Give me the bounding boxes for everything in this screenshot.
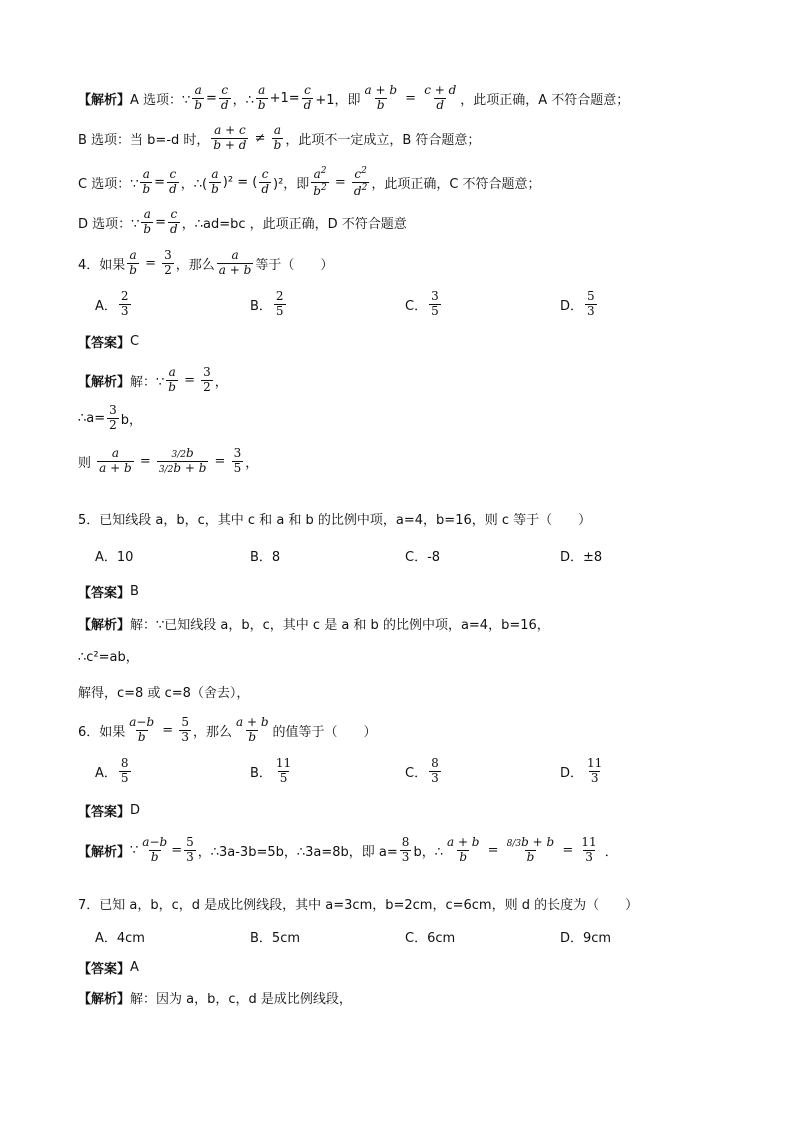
option-label: A．: [95, 765, 117, 781]
q3-a-plus1-right: +1，即: [315, 92, 361, 108]
option-numerator: 8: [431, 756, 439, 770]
q7-stem: 7．已知 a，b，c，d 是成比例线段，其中 a=3cm，b=2cm，c=6cm，则 d 的长度为（ ）: [78, 898, 639, 913]
q4-sol-line2-suffix: b，: [120, 412, 143, 428]
q6-option-b[interactable]: [250, 757, 295, 786]
q6-sol-c: b，∴: [413, 844, 443, 860]
fraction-a-over-a-plus-b: $\frac{a}{a + b}$: [218, 248, 252, 277]
q6-sol-d: ．: [604, 844, 618, 860]
option-label: D．: [560, 298, 584, 314]
answer-tag: 【答案】: [78, 336, 131, 351]
fraction-a-minus-b-over-b: $\frac{a-b}{b}$: [142, 835, 168, 864]
fraction-c-d: $\frac{c}{d}$: [261, 167, 269, 196]
q5-analysis-line1: [78, 614, 550, 633]
answer-tag: 【答案】: [78, 962, 131, 977]
option-numerator: 11: [275, 756, 292, 770]
fraction-compound: $\frac{3/2b}{3/2b + b}$: [158, 446, 207, 475]
q3-a-end: ，此项正确，A 不符合题意；: [460, 92, 630, 108]
fraction-a-plus-c-over-b-plus-d: $\frac{a + c}{b + d}$: [213, 123, 247, 152]
q6-sol-b: ，∴3a-3b=5b，∴3a=8b，即 a=: [197, 844, 398, 860]
comma: ，: [245, 455, 259, 471]
q4-stem-prefix: 4．如果: [78, 257, 126, 273]
q6-stem: 6．如果 $\frac{a-b}{b}$ = $\frac{5}{3}$ ，那么 $\frac{a + b}{b}$ 的值等于（ ）: [78, 715, 377, 744]
q4-option-d[interactable]: [560, 290, 599, 319]
q5-sol1: 解：∵已知线段 a，b，c，其中 c 是 a 和 b 的比例中项，a=4，b=16，: [130, 618, 550, 633]
q6-stem-prefix: 6．如果: [78, 724, 126, 740]
q3-d-intro: D 选项：∵: [78, 216, 140, 232]
q7-answer: [78, 958, 139, 977]
q4-analysis-line2: [78, 404, 142, 433]
fraction-a-b: $\frac{a}{b}$: [194, 83, 202, 112]
fraction-a-over-a-plus-b: $\frac{a}{a + b}$: [99, 446, 132, 475]
q3-c-mid: )² = (: [222, 174, 258, 190]
fraction-a-b: $\frac{a}{b}$: [273, 123, 282, 152]
option-label: A．: [95, 298, 117, 314]
q4-option-b[interactable]: [250, 290, 288, 319]
fraction-a-plus-b-over-b: $\frac{a + b}{b}$: [236, 715, 269, 744]
q5-stem: 5．已知线段 a，b，c，其中 c 和 a 和 b 的比例中项，a=4，b=16，则 c 等于（ ）: [78, 513, 592, 528]
q4-option-a[interactable]: [95, 290, 133, 319]
fraction-a-b: $\frac{a}{b}$: [168, 365, 176, 394]
q3-option-c-analysis: C 选项：∵ $\frac{a}{b}$ = $\frac{c}{d}$ ，∴( $\frac{a}{b}$ )² = ( $\frac{c}{d}$ )²，即 $\frac{a^2}{b^2}$ = $\frac{c^2}{d^2}$ ，此项正确，C 不符合题意；: [78, 166, 541, 198]
fraction-c-d: $\frac{c}{d}$: [220, 83, 229, 112]
option-label: C．: [405, 765, 428, 781]
q6-option-d[interactable]: [560, 757, 606, 786]
option-numerator: 11: [587, 756, 603, 770]
fraction-a-minus-b-over-b: $\frac{a-b}{b}$: [129, 715, 155, 744]
q6-sol-a: ∵: [130, 842, 139, 858]
analysis-tag: 【解析】: [78, 374, 131, 390]
q7-sol1: 解：因为 a，b，c，d 是成比例线段，: [130, 992, 352, 1007]
q6-analysis: 【解析】 ∵ $\frac{a-b}{b}$ = $\frac{5}{3}$ ，∴3a-3b=5b，∴3a=8b，即 a= $\frac{8}{3}$ b，∴ $\frac{a + b}{b}$ = $\frac{8/3b + b}{b}$ = $\frac{11}{3}$ ．: [78, 835, 618, 864]
fraction-5-3: $\frac{5}{3}$: [181, 715, 189, 744]
answer-tag: 【答案】: [78, 586, 131, 601]
fraction-compound-8-3: $\frac{8/3b + b}{b}$: [506, 835, 555, 864]
fraction-a-b: $\frac{a}{b}$: [211, 167, 219, 196]
q6-option-a[interactable]: [95, 757, 133, 786]
fraction-a2-b2: $\frac{a^2}{b^2}$: [313, 166, 327, 198]
q3-a-sep1: ，∴: [232, 92, 254, 108]
option-label: B．: [250, 298, 272, 314]
q5-option-d[interactable]: D．±8: [560, 550, 603, 565]
q3-option-a-analysis: 【解析】 A 选项：∵ $\frac{a}{b}$ = $\frac{c}{d}$ ，∴ $\frac{a}{b}$ +1= $\frac{c}{d}$ +1，即 $\frac{a + b}{b}$ = $\frac{c + d}{d}$ ，此项正确，A 不符合题意；: [78, 83, 630, 112]
option-denominator: 5: [275, 303, 284, 318]
q5-analysis-line2: ∴c²=ab，: [78, 650, 139, 665]
analysis-tag: 【解析】: [78, 992, 131, 1007]
q3-option-b-analysis: B 选项：当 b=-d 时， $\frac{a + c}{b + d}$ ≠ $\frac{a}{b}$ ，此项不一定成立，B 符合题意；: [78, 123, 481, 152]
fraction-c2-d2: $\frac{c^2}{d^2}$: [353, 166, 368, 198]
q4-analysis-line1: 【解析】 解：∵ $\frac{a}{b}$ = $\frac{3}{2}$ ，: [78, 365, 228, 394]
fraction-c-plus-d-over-d: $\frac{c + d}{d}$: [424, 83, 457, 112]
fraction-c-d: $\frac{c}{d}$: [303, 83, 312, 112]
q4-stem: 4．如果 $\frac{a}{b}$ = $\frac{3}{2}$ ，那么 $\frac{a}{a + b}$ 等于（ ）: [78, 248, 334, 277]
analysis-tag: 【解析】: [78, 618, 131, 633]
q3-b-end: ，此项不一定成立，B 符合题意；: [285, 132, 481, 148]
q5-option-b[interactable]: B．8: [250, 550, 281, 565]
option-numerator: 8: [120, 756, 129, 770]
q7-option-a[interactable]: A．4cm: [95, 931, 145, 946]
fraction-3-2: $\frac{3}{2}$: [203, 365, 211, 394]
option-numerator: 2: [120, 289, 129, 303]
q3-d-end: ，∴ad=bc ，此项正确，D 不符合题意: [181, 216, 407, 232]
option-numerator: 3: [431, 289, 439, 303]
q7-answer-value: A: [130, 960, 139, 975]
option-label: D．: [560, 765, 584, 781]
option-denominator: 3: [587, 303, 595, 318]
fraction-8-3: $\frac{8}{3}$: [401, 835, 410, 864]
fraction-5-3: $\frac{5}{3}$: [186, 835, 194, 864]
q4-sol-prefix: 解：∵: [130, 374, 165, 390]
fraction-a-b: $\frac{a}{b}$: [129, 248, 137, 277]
fraction-3-5: $\frac{3}{5}$: [233, 446, 242, 475]
fraction-3-2: $\frac{3}{2}$: [164, 248, 172, 277]
option-numerator: 2: [275, 289, 284, 303]
fraction-a-b: $\frac{a}{b}$: [257, 83, 266, 112]
option-denominator: 3: [431, 770, 439, 785]
q6-stem-suffix: 的值等于（ ）: [272, 724, 377, 740]
q7-option-b[interactable]: B．5cm: [250, 931, 301, 946]
q5-option-a[interactable]: A．10: [95, 550, 134, 565]
option-numerator: 5: [587, 289, 595, 303]
comma: ，: [214, 374, 228, 390]
fraction-a-b: $\frac{a}{b}$: [142, 167, 151, 196]
q7-option-d[interactable]: D．9cm: [560, 931, 612, 946]
q3-c-end: ，此项正确，C 不符合题意；: [371, 176, 541, 192]
q4-answer: [78, 332, 139, 351]
q4-stem-suffix: 等于（ ）: [255, 257, 334, 273]
analysis-tag: 【解析】: [78, 92, 131, 108]
q3-b-intro: B 选项：当 b=-d 时，: [78, 132, 210, 148]
q6-stem-mid: ，那么: [192, 724, 232, 740]
q3-c-mid2: )²，即: [273, 176, 310, 192]
option-label: C．: [405, 298, 428, 314]
option-denominator: 5: [279, 770, 288, 785]
fraction-a-b: $\frac{a}{b}$: [143, 207, 152, 236]
q7-analysis: [78, 988, 352, 1007]
analysis-tag: 【解析】: [78, 844, 131, 860]
q6-option-c[interactable]: [405, 757, 443, 786]
q6-answer: [78, 801, 140, 820]
q4-sol-line2-prefix: ∴a=: [78, 410, 106, 426]
fraction-c-d: $\frac{c}{d}$: [169, 167, 177, 196]
q3-c-intro: C 选项：∵: [78, 176, 139, 192]
q3-c-sep: ，∴(: [180, 176, 208, 192]
fraction-a-plus-b-over-b: $\frac{a + b}{b}$: [364, 83, 398, 112]
answer-tag: 【答案】: [78, 805, 131, 820]
q3-a-intro: A 选项：∵: [130, 92, 191, 108]
option-denominator: 3: [590, 770, 599, 785]
q4-stem-mid: ，那么: [175, 257, 215, 273]
fraction-c-d: $\frac{c}{d}$: [170, 207, 178, 236]
q4-option-c[interactable]: [405, 290, 443, 319]
option-label: B．: [250, 765, 272, 781]
fraction-11-3: $\frac{11}{3}$: [581, 835, 597, 864]
option-denominator: 5: [120, 770, 129, 785]
q7-option-c[interactable]: C．6cm: [405, 931, 456, 946]
option-denominator: 3: [120, 303, 129, 318]
q5-answer: [78, 582, 139, 601]
fraction-3-2: $\frac{3}{2}$: [109, 403, 117, 432]
q5-option-c[interactable]: C．-8: [405, 550, 441, 565]
q3-option-d-analysis: D 选项：∵ $\frac{a}{b}$ = $\frac{c}{d}$ ，∴ad=bc ，此项正确，D 不符合题意: [78, 207, 407, 236]
q5-answer-value: B: [130, 584, 139, 599]
option-denominator: 5: [431, 303, 439, 318]
q6-answer-value: D: [130, 803, 141, 818]
q5-analysis-line3: 解得，c=8 或 c=8（舍去），: [78, 686, 250, 701]
q4-analysis-line3: 则 $\frac{a}{a + b}$ = $\frac{3/2b}{3/2b + b}$ = $\frac{3}{5}$ ，: [78, 446, 259, 475]
q4-answer-value: C: [130, 334, 140, 349]
fraction-a-plus-b-over-b: $\frac{a + b}{b}$: [446, 835, 480, 864]
q3-a-plus1-left: +1=: [269, 90, 300, 106]
q4-sol-line3-prefix: 则: [78, 455, 92, 471]
